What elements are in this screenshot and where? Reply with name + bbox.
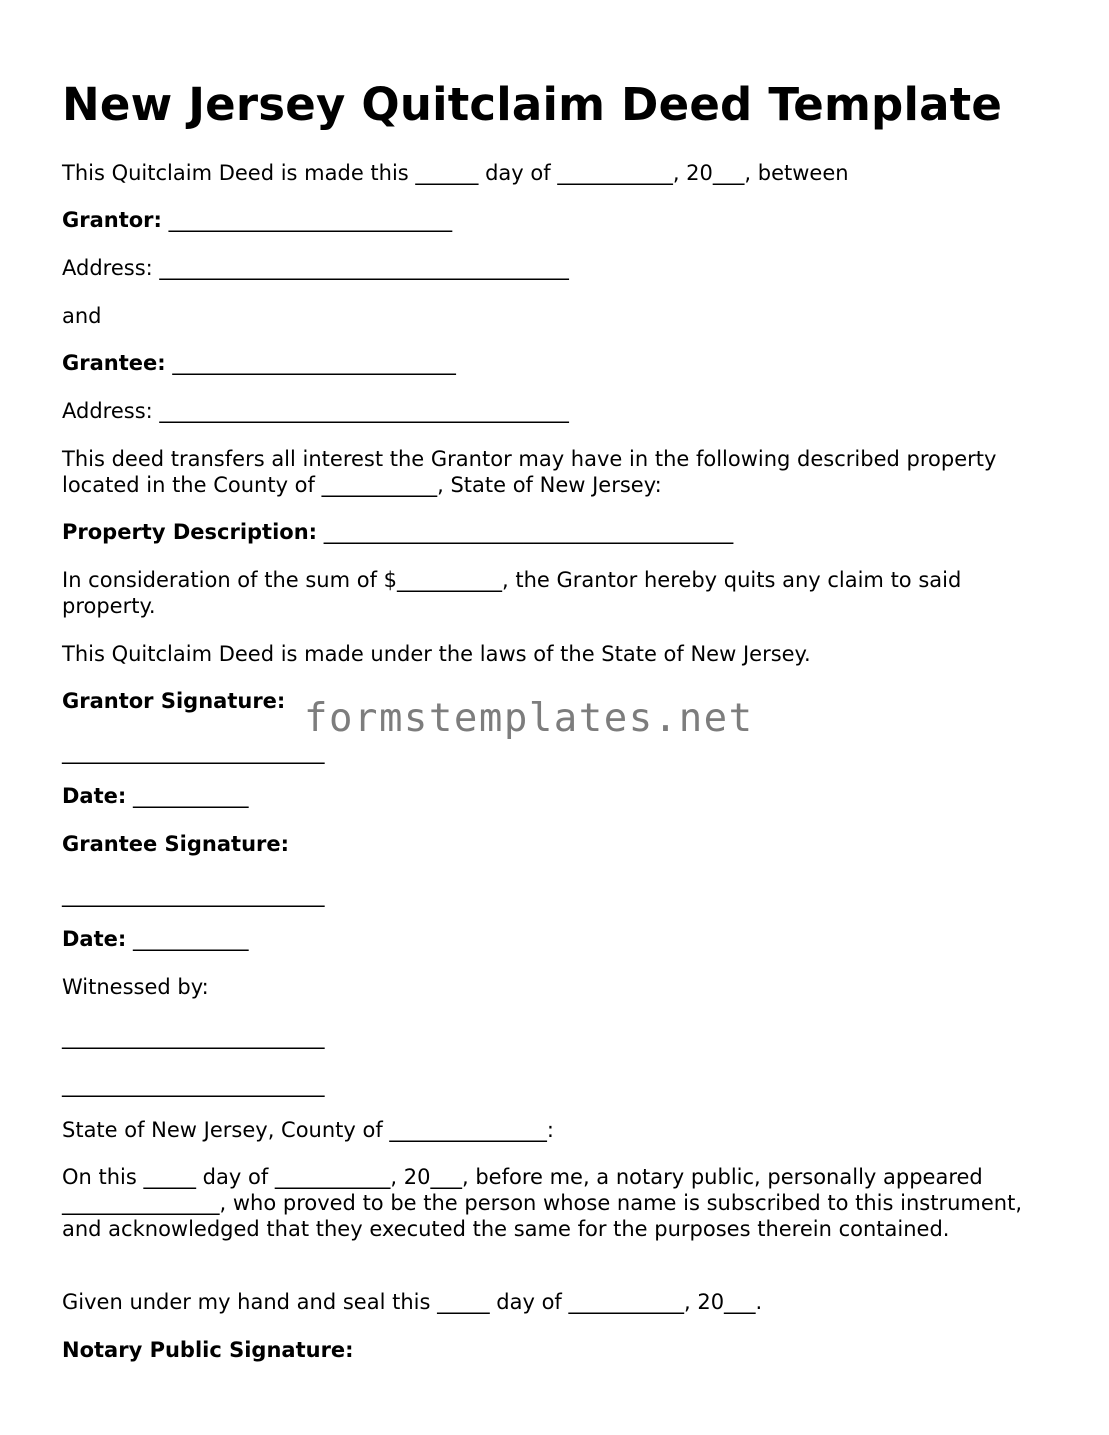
- witness-signature-blank-1: _________________________: [62, 1025, 325, 1049]
- property-description-line: [62, 519, 733, 545]
- grantor-label: Grantor:: [62, 208, 162, 232]
- grantor-signature-blank: _________________________: [62, 740, 325, 764]
- property-description-blank: _______________________________________: [317, 520, 734, 544]
- grantee-name-blank: ___________________________: [165, 351, 456, 375]
- witnessed-by-label: Witnessed by:: [62, 975, 209, 999]
- grantee-line: [62, 350, 456, 376]
- grantor-date-line: [62, 783, 248, 809]
- grantee-signature-label: Grantee Signature:: [62, 832, 290, 856]
- document-title: New Jersey Quitclaim Deed Template: [62, 78, 1003, 131]
- grantor-address-label: Address:: [62, 256, 153, 280]
- grantor-date-label: Date:: [62, 784, 127, 808]
- grantor-date-blank: ___________: [126, 784, 249, 808]
- grantor-address-blank: _______________________________________: [152, 256, 569, 280]
- grantee-date-line: [62, 926, 248, 952]
- grantee-address-line: [62, 398, 569, 424]
- grantor-name-blank: ___________________________: [161, 208, 453, 232]
- grantee-date-label: Date:: [62, 927, 127, 951]
- notary-state-county-line: State of New Jersey, County of _______________:: [62, 1118, 555, 1142]
- grantor-signature-label: Grantor Signature:: [62, 689, 286, 713]
- transfer-paragraph: This deed transfers all interest the Grantor may have in the following described property located in the County of ___________, State of New Jersey:: [62, 447, 1004, 497]
- grantee-date-blank: ___________: [126, 927, 249, 951]
- grantee-label: Grantee:: [62, 351, 166, 375]
- grantor-line: [62, 207, 452, 233]
- grantee-signature-blank: _________________________: [62, 883, 325, 907]
- and-text: and: [62, 304, 102, 328]
- grantor-address-line: [62, 255, 569, 281]
- laws-statement: This Quitclaim Deed is made under the laws of the State of New Jersey.: [62, 642, 811, 666]
- grantee-address-label: Address:: [62, 399, 153, 423]
- notary-signature-label: Notary Public Signature:: [62, 1338, 354, 1362]
- notary-acknowledgment-paragraph: On this _____ day of ___________, 20___, before me, a notary public, personally appeared _______________, who proved to be the person whose name is subscribed to this instrument, and acknowledged that they executed the same for the purposes therein contained.: [62, 1165, 1029, 1241]
- consideration-paragraph: In consideration of the sum of $__________, the Grantor hereby quits any claim to said property.: [62, 568, 968, 618]
- grantee-address-blank: _______________________________________: [152, 399, 569, 423]
- property-description-label: Property Description:: [62, 520, 318, 544]
- intro-line: This Quitclaim Deed is made this ______ day of ___________, 20___, between: [62, 161, 849, 185]
- given-under-seal-line: Given under my hand and seal this _____ day of ___________, 20___.: [62, 1290, 763, 1314]
- watermark-text: formstemplates.net: [304, 696, 754, 741]
- witness-signature-blank-2: _________________________: [62, 1073, 325, 1097]
